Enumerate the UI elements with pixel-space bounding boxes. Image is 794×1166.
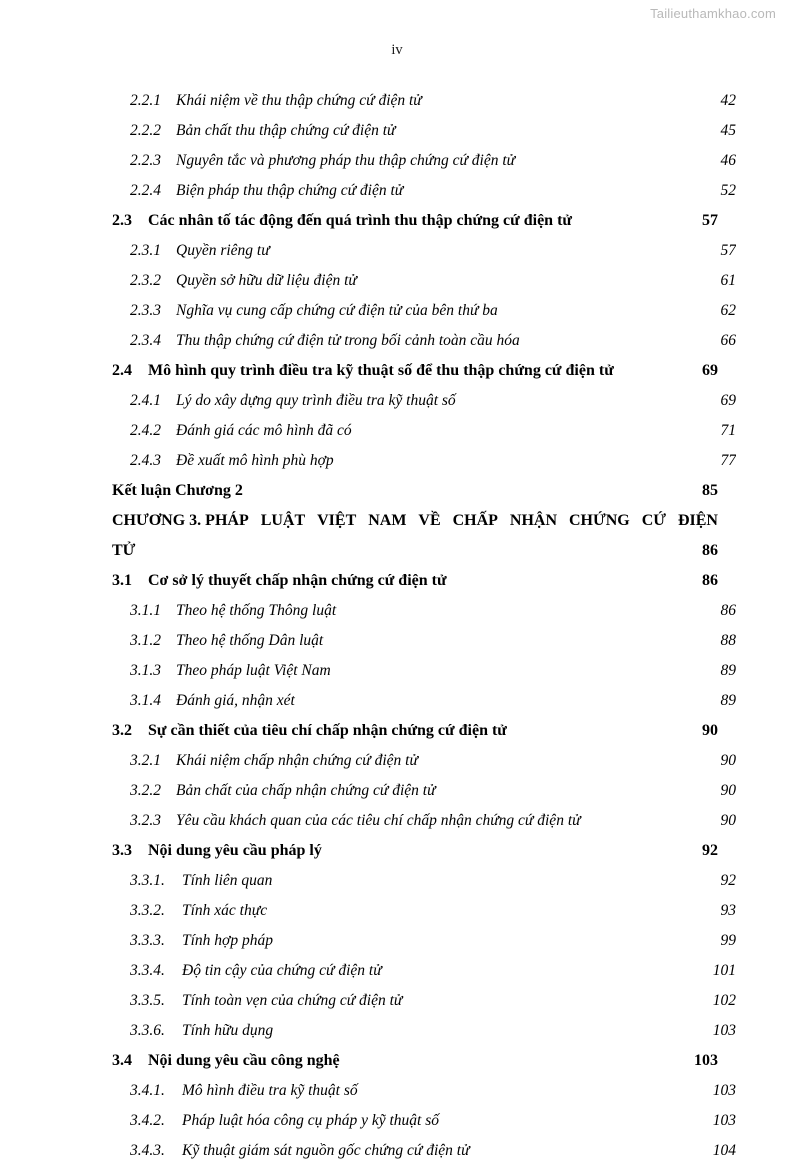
toc-entry-title: Tính hữu dụng — [182, 1022, 274, 1039]
toc-entry-number: 3.3.4. — [130, 962, 165, 979]
dot-leader — [136, 539, 701, 555]
toc-entry-number: 2.2.1 — [130, 92, 161, 109]
toc-entry-page-number: 103 — [712, 1082, 736, 1099]
toc-entry-number: 3.3.6. — [130, 1022, 165, 1039]
dot-leader — [471, 1140, 712, 1156]
toc-entry-number: 3.2 — [112, 722, 132, 739]
toc-entry-2.4.3[interactable] — [112, 446, 736, 476]
toc-entry-3.4.3[interactable] — [112, 1136, 736, 1166]
toc-entry-page-number: 90 — [720, 752, 736, 769]
toc-entry-title: Yêu cầu khách quan của các tiêu chí chấp nhận chứng cứ điện tử — [176, 812, 581, 829]
toc-entry-page-number: 90 — [720, 782, 736, 799]
dot-leader — [573, 209, 701, 225]
chapter-3-heading-segment: NHẬN — [509, 512, 558, 529]
toc-entry-number: 2.3.4 — [130, 332, 161, 349]
toc-entry-3.1.2[interactable] — [112, 626, 736, 656]
toc-entry-3.2.1[interactable] — [112, 746, 736, 776]
dot-leader — [271, 240, 720, 256]
toc-entry-title: Quyền sở hữu dữ liệu điện tử — [176, 272, 357, 289]
chapter-3-heading-segment: CHỨNG — [568, 512, 630, 529]
toc-entry-page-number: 69 — [720, 392, 736, 409]
dot-leader — [358, 270, 720, 286]
toc-entry-title: Thu thập chứng cứ điện tử trong bối cảnh toàn cầu hóa — [176, 332, 520, 349]
toc-entry-title: Đánh giá, nhận xét — [176, 692, 295, 709]
dot-leader — [332, 660, 720, 676]
toc-entry-3.4.1[interactable] — [112, 1076, 736, 1106]
toc-entry-page-number: 46 — [720, 152, 736, 169]
chapter-3-heading-segment: ĐIỆN — [677, 512, 718, 529]
toc-entry-number: 3.1.2 — [130, 632, 161, 649]
toc-entry-number: 2.2.4 — [130, 182, 161, 199]
toc-entry-number: 3.4.2. — [130, 1112, 165, 1129]
toc-entry-number: 2.3.3 — [130, 302, 161, 319]
toc-entry-page-number: 62 — [720, 302, 736, 319]
dot-leader — [516, 150, 719, 166]
toc-entry-3.2.2[interactable] — [112, 776, 736, 806]
dot-leader — [419, 750, 720, 766]
toc-entry-title: Quyền riêng tư — [176, 242, 270, 259]
toc-entry-number: 2.2.3 — [130, 152, 161, 169]
toc-entry-number: 2.4 — [112, 362, 132, 379]
toc-entry-title: Đề xuất mô hình phù hợp — [176, 452, 334, 469]
dot-leader — [508, 719, 701, 735]
toc-entry-page-number: 93 — [720, 902, 736, 919]
toc-entry-2.4.2[interactable] — [112, 416, 736, 446]
toc-entry-2.4[interactable] — [112, 356, 718, 386]
toc-entry-title: Nghĩa vụ cung cấp chứng cứ điện tử của bên thứ ba — [176, 302, 498, 319]
toc-entry-number: 3.1.4 — [130, 692, 161, 709]
chapter-3-heading-segment: CỨ — [641, 512, 666, 529]
dot-leader — [337, 600, 719, 616]
toc-entry-3.3.5[interactable] — [112, 986, 736, 1016]
toc-entry-number: 2.2.2 — [130, 122, 161, 139]
dot-leader — [323, 839, 701, 855]
chapter-3-heading-line1[interactable] — [112, 506, 718, 536]
toc-entry-number: 3.3.2. — [130, 902, 165, 919]
toc-entry-page-number: 104 — [712, 1142, 736, 1159]
toc-entry-number: 2.3 — [112, 212, 132, 229]
toc-entry-chapter-3-continuation[interactable] — [112, 536, 718, 566]
toc-entry-title: Theo hệ thống Dân luật — [176, 632, 324, 649]
toc-entry-page-number: 66 — [720, 332, 736, 349]
toc-entry-title: Tính xác thực — [182, 902, 268, 919]
toc-entry-page-number: 103 — [712, 1022, 736, 1039]
toc-entry-number: 3.3.3. — [130, 932, 165, 949]
toc-entry-title: Biện pháp thu thập chứng cứ điện tử — [176, 182, 404, 199]
chapter-3-heading-segment: VỀ — [418, 512, 441, 529]
dot-leader — [582, 810, 720, 826]
toc-entry-title: Bản chất thu thập chứng cứ điện tử — [176, 122, 396, 139]
toc-entry-number: 3.1 — [112, 572, 132, 589]
toc-entry-title: TỬ — [112, 542, 136, 559]
toc-entry-number: 2.4.1 — [130, 392, 161, 409]
toc-entry-title: Nội dung yêu cầu pháp lý — [148, 842, 322, 859]
toc-entry-3.4[interactable] — [112, 1046, 718, 1076]
dot-leader — [423, 90, 720, 106]
toc-entry-number: 3.2.1 — [130, 752, 161, 769]
toc-entry-page-number: 89 — [720, 692, 736, 709]
toc-entry-page-number: 90 — [720, 812, 736, 829]
toc-entry-title: Lý do xây dựng quy trình điều tra kỹ thuật số — [176, 392, 456, 409]
toc-entry-number: 3.1.1 — [130, 602, 161, 619]
toc-entry-2.2.3[interactable] — [112, 146, 736, 176]
toc-entry-title: Tính hợp pháp — [182, 932, 273, 949]
chapter-3-heading-segment: VIỆT — [317, 512, 357, 529]
dot-leader — [499, 300, 720, 316]
toc-entry-number: 3.3.5. — [130, 992, 165, 1009]
toc-entry-title: Tính liên quan — [182, 872, 273, 889]
dot-leader — [359, 1080, 712, 1096]
toc-entry-number: 3.4.1. — [130, 1082, 165, 1099]
toc-entry-number: 3.3.1. — [130, 872, 165, 889]
toc-entry-2.2.2[interactable] — [112, 116, 736, 146]
toc-entry-page-number: 90 — [702, 722, 718, 739]
toc-entry-title: Nội dung yêu cầu công nghệ — [148, 1052, 340, 1069]
toc-entry-title: Mô hình quy trình điều tra kỹ thuật số để thu thập chứng cứ điện tử — [148, 362, 614, 379]
toc-entry-page-number: 57 — [720, 242, 736, 259]
toc-entry-3.3.4[interactable] — [112, 956, 736, 986]
dot-leader — [274, 1020, 712, 1036]
toc-entry-3.4.2[interactable] — [112, 1106, 736, 1136]
toc-entry-page-number: 101 — [712, 962, 736, 979]
toc-entry-number: 3.1.3 — [130, 662, 161, 679]
toc-entry-3.1.3[interactable] — [112, 656, 736, 686]
toc-entry-title: Mô hình điều tra kỹ thuật số — [182, 1082, 358, 1099]
chapter-3-heading-segment: LUẬT — [260, 512, 306, 529]
toc-entry-number: 2.3.2 — [130, 272, 161, 289]
toc-entry-2.3.4[interactable] — [112, 326, 736, 356]
toc-entry-title: Các nhân tố tác động đến quá trình thu thập chứng cứ điện tử — [148, 212, 572, 229]
toc-entry-page-number: 89 — [720, 662, 736, 679]
toc-entry-page-number: 42 — [720, 92, 736, 109]
toc-entry-title: Bản chất của chấp nhận chứng cứ điện tử — [176, 782, 436, 799]
dot-leader — [457, 390, 720, 406]
toc-entry-number: 3.3 — [112, 842, 132, 859]
toc-entry-2.3[interactable] — [112, 206, 718, 236]
toc-entry-title: Kỹ thuật giám sát nguồn gốc chứng cứ điện tử — [182, 1142, 470, 1159]
dot-leader — [273, 870, 719, 886]
dot-leader — [397, 120, 720, 136]
toc-entry-3.3[interactable] — [112, 836, 718, 866]
toc-entry-page-number: 86 — [702, 542, 718, 559]
toc-entry-page-number: 57 — [702, 212, 718, 229]
toc-entry-page-number: 103 — [712, 1112, 736, 1129]
toc-entry-conclusion[interactable] — [112, 476, 718, 506]
chapter-3-heading-segment: NAM — [368, 512, 407, 529]
toc-entry-number: 3.4.3. — [130, 1142, 165, 1159]
toc-entry-title: Độ tin cậy của chứng cứ điện tử — [182, 962, 382, 979]
dot-leader — [244, 479, 701, 495]
toc-entry-number: 3.2.3 — [130, 812, 161, 829]
toc-entry-title: Kết luận Chương 2 — [112, 482, 243, 499]
toc-entry-title: Cơ sở lý thuyết chấp nhận chứng cứ điện tử — [148, 572, 447, 589]
toc-entry-2.3.3[interactable] — [112, 296, 736, 326]
toc-entry-title: Theo pháp luật Việt Nam — [176, 662, 331, 679]
toc-entry-title: Nguyên tắc và phương pháp thu thập chứng cứ điện tử — [176, 152, 516, 169]
dot-leader — [437, 780, 720, 796]
dot-leader — [521, 330, 720, 346]
toc-entry-page-number: 92 — [702, 842, 718, 859]
dot-leader — [274, 930, 720, 946]
toc-entry-3.1.1[interactable] — [112, 596, 736, 626]
chapter-3-heading-segment: CHƯƠNG 3. PHÁP — [112, 512, 249, 529]
toc-entry-page-number: 86 — [720, 602, 736, 619]
dot-leader — [353, 420, 720, 436]
toc-entry-title: Đánh giá các mô hình đã có — [176, 422, 352, 439]
toc-entry-page-number: 85 — [702, 482, 718, 499]
dot-leader — [383, 960, 712, 976]
dot-leader — [615, 359, 701, 375]
toc-entry-page-number: 71 — [720, 422, 736, 439]
dot-leader — [335, 450, 720, 466]
toc-entry-page-number: 61 — [720, 272, 736, 289]
toc-entry-3.2.3[interactable] — [112, 806, 736, 836]
toc-entry-2.3.1[interactable] — [112, 236, 736, 266]
chapter-3-heading-segment: CHẤP — [452, 512, 498, 529]
toc-entry-3.3.3[interactable] — [112, 926, 736, 956]
toc-entry-page-number: 52 — [720, 182, 736, 199]
toc-entry-page-number: 92 — [720, 872, 736, 889]
toc-entry-3.3.1[interactable] — [112, 866, 736, 896]
toc-entry-number: 3.2.2 — [130, 782, 161, 799]
toc-entry-3.3.6[interactable] — [112, 1016, 736, 1046]
toc-entry-3-1[interactable] — [112, 566, 718, 596]
dot-leader — [268, 900, 719, 916]
dot-leader — [341, 1049, 693, 1065]
toc-entry-page-number: 103 — [694, 1052, 718, 1069]
toc-entry-page-number: 88 — [720, 632, 736, 649]
toc-entry-2.3.2[interactable] — [112, 266, 736, 296]
toc-entry-title: Khái niệm chấp nhận chứng cứ điện tử — [176, 752, 418, 769]
dot-leader — [404, 180, 719, 196]
toc-entry-number: 2.4.2 — [130, 422, 161, 439]
toc-entry-3.3.2[interactable] — [112, 896, 736, 926]
toc-entry-page-number: 102 — [712, 992, 736, 1009]
toc-entry-2.4.1[interactable] — [112, 386, 736, 416]
toc-entry-2.2.1[interactable] — [112, 86, 736, 116]
toc-entry-number: 2.3.1 — [130, 242, 161, 259]
dot-leader — [448, 569, 701, 585]
toc-entry-number: 2.4.3 — [130, 452, 161, 469]
toc-entry-number: 3.4 — [112, 1052, 132, 1069]
toc-entry-page-number: 77 — [720, 452, 736, 469]
toc-entry-title: Khái niệm về thu thập chứng cứ điện tử — [176, 92, 422, 109]
dot-leader — [324, 630, 719, 646]
toc-entry-page-number: 99 — [720, 932, 736, 949]
toc-entry-title: Sự cần thiết của tiêu chí chấp nhận chứng cứ điện tử — [148, 722, 507, 739]
toc-entry-3.2[interactable] — [112, 716, 718, 746]
dot-leader — [296, 690, 720, 706]
toc-entry-title: Theo hệ thống Thông luật — [176, 602, 337, 619]
toc-entry-3.1.4[interactable] — [112, 686, 736, 716]
toc-entry-2.2.4[interactable] — [112, 176, 736, 206]
watermark-text: Tailieuthamkhao.com — [650, 6, 776, 21]
dot-leader — [403, 990, 711, 1006]
toc-entry-title: Tính toàn vẹn của chứng cứ điện tử — [182, 992, 403, 1009]
toc-entry-page-number: 45 — [720, 122, 736, 139]
toc-entry-title: Pháp luật hóa công cụ pháp y kỹ thuật số — [182, 1112, 439, 1129]
page-number-folio: iv — [391, 42, 403, 58]
toc-entry-page-number: 69 — [702, 362, 718, 379]
toc-entry-page-number: 86 — [702, 572, 718, 589]
table-of-contents — [112, 86, 736, 1166]
